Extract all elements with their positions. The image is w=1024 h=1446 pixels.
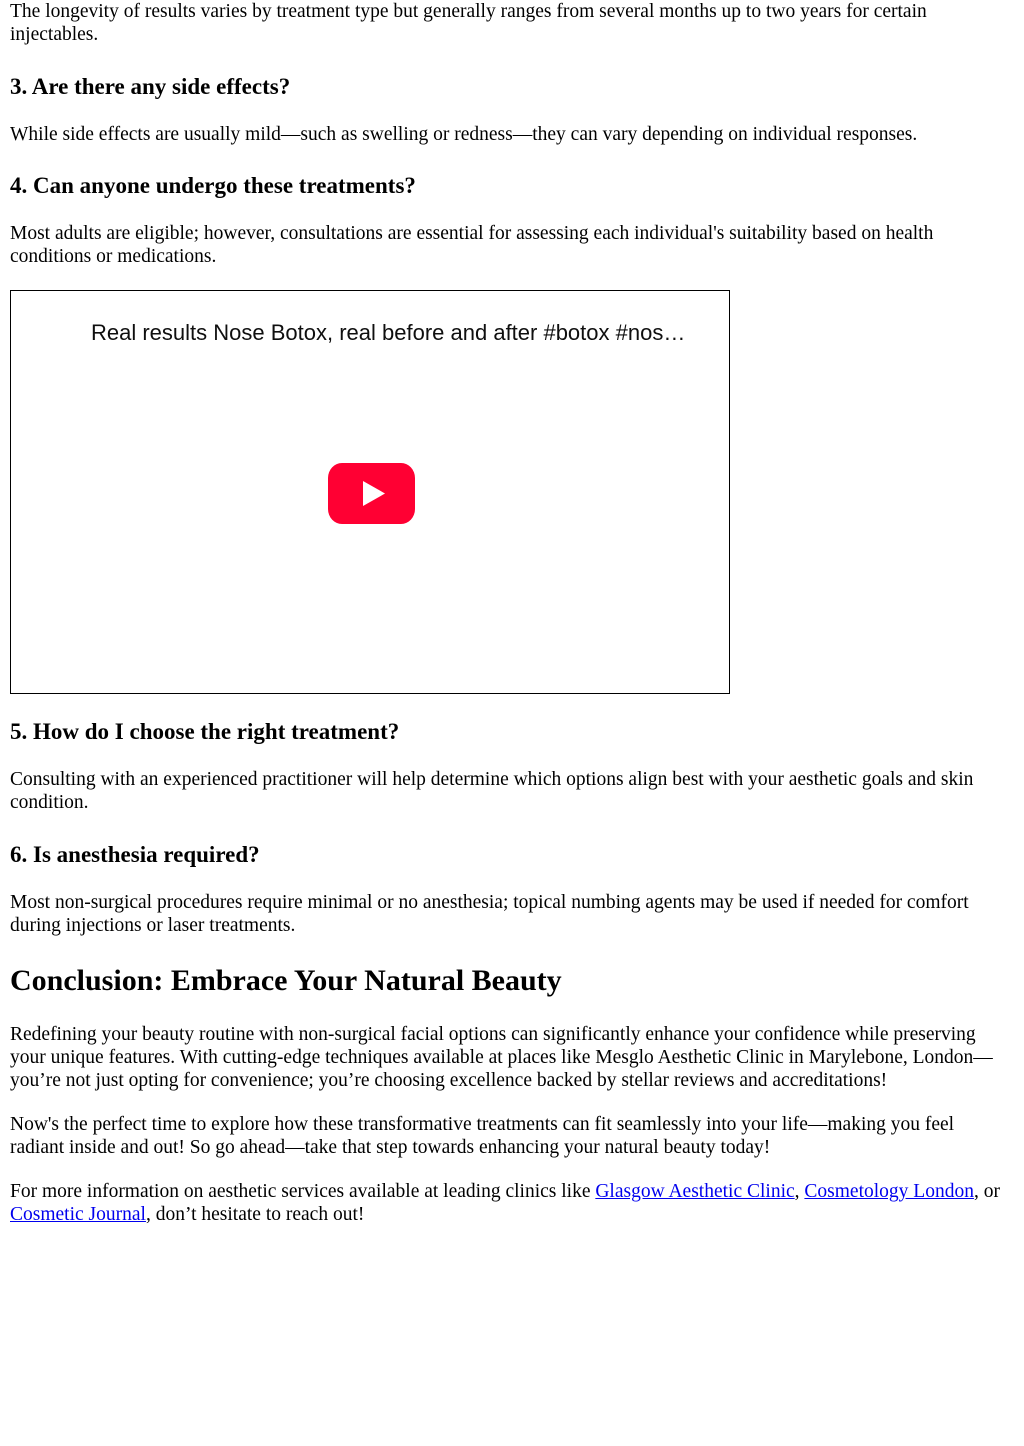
embedded-video[interactable]	[10, 290, 730, 694]
links-separator-2: , or	[973, 1181, 1000, 1202]
links-outro-text: , don’t hesitate to reach out!	[145, 1204, 365, 1225]
links-intro-text: For more information on aesthetic services available at leading clinics like	[10, 1181, 596, 1202]
link-glasgow-aesthetic-clinic[interactable]: Glasgow Aesthetic Clinic	[595, 1181, 795, 1202]
conclusion-paragraph-3	[10, 1180, 1012, 1226]
faq-answer-choose-treatment: Consulting with an experienced practitioner will help determine which options align best with your aesthetic goals and skin condition.	[10, 769, 974, 813]
links-separator-1: ,	[794, 1181, 805, 1202]
link-cosmetology-london[interactable]: Cosmetology London	[804, 1181, 974, 1202]
faq-heading-side-effects: 3. Are there any side effects?	[10, 74, 291, 99]
faq-answer-anesthesia: Most non-surgical procedures require minimal or no anesthesia; topical numbing agents may be used if needed for comfort during injections or laser treatments.	[10, 892, 969, 936]
article-content	[10, 0, 1012, 1226]
youtube-play-icon[interactable]	[328, 463, 415, 524]
link-cosmetic-journal[interactable]: Cosmetic Journal	[10, 1204, 146, 1225]
faq-heading-choose-treatment: 5. How do I choose the right treatment?	[10, 719, 400, 744]
intro-paragraph: The longevity of results varies by treatment type but generally ranges from several months up to two years for certain injectables.	[10, 1, 927, 45]
conclusion-paragraph-2: Now's the perfect time to explore how these transformative treatments can fit seamlessly into your life—making you feel radiant inside and out! So go ahead—take that step towards enhancing your natural beauty today!	[10, 1114, 955, 1158]
conclusion-paragraph-1: Redefining your beauty routine with non-surgical facial options can significantly enhance your confidence while preserving your unique features. With cutting-edge techniques available at places like Mesglo Aesthetic Clinic in Marylebone, London—you’re not just opting for convenience; you’re choosing excellence backed by stellar reviews and accreditations!	[10, 1024, 993, 1091]
faq-heading-eligibility: 4. Can anyone undergo these treatments?	[10, 173, 416, 198]
faq-answer-eligibility: Most adults are eligible; however, consultations are essential for assessing each individual's suitability based on health conditions or medications.	[10, 223, 934, 267]
faq-answer-side-effects: While side effects are usually mild—such as swelling or redness—they can vary depending on individual responses.	[10, 124, 918, 145]
play-triangle-icon	[328, 463, 415, 524]
video-title[interactable]: Real results Nose Botox, real before and after #botox #nos…	[91, 320, 686, 345]
faq-heading-anesthesia: 6. Is anesthesia required?	[10, 842, 260, 867]
conclusion-heading: Conclusion: Embrace Your Natural Beauty	[10, 964, 562, 997]
